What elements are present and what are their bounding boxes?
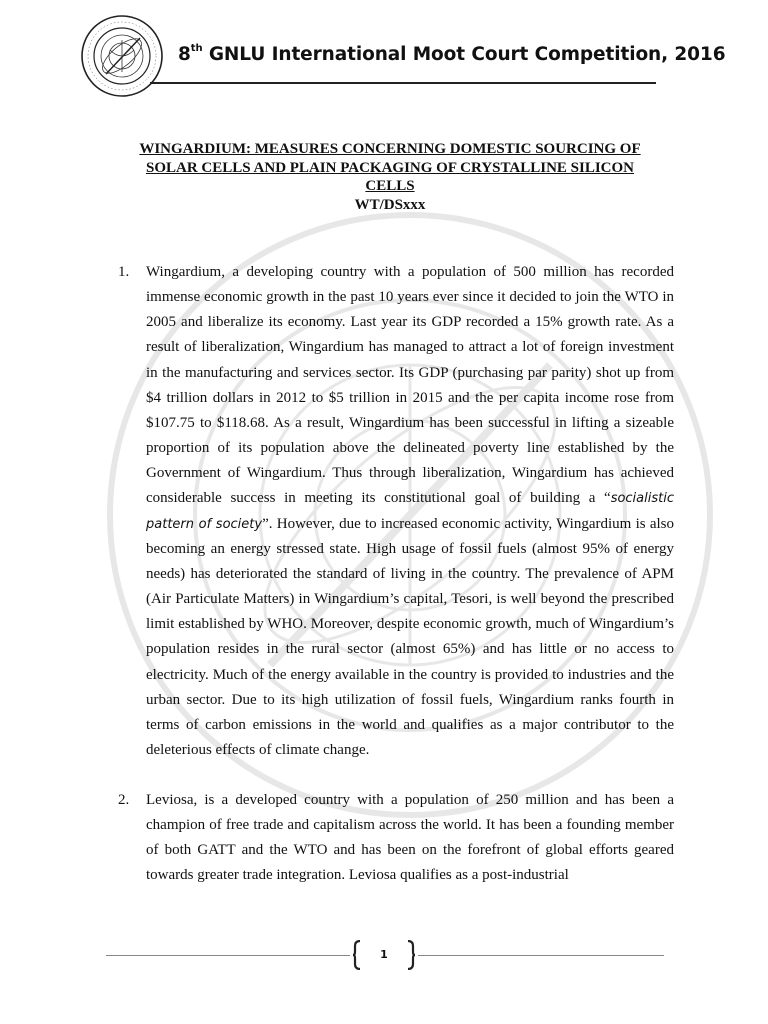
case-docket-number: WT/DSxxx [354,196,426,213]
page-number: 1 [380,948,388,961]
page-header [0,0,768,90]
title-ordinal: 8 [178,44,191,65]
case-title-line-3: CELLS [365,178,415,195]
paragraph-number: 2. [118,792,130,808]
case-title-block [110,140,670,214]
title-rest: GNLU International Moot Court Competition, 2016 [202,44,726,65]
paragraph-number: 1. [118,264,130,280]
paragraph-text-part: ”. However, due to increased economic activity, Wingardium is also becoming an energy stressed state. High usage of fossil fuels (almost 95% of energy needs) has deteriorated the standard of living in the country. The prevalence of APM (Air Particulate Matters) in Wingardium’s capital, Tesori, is well beyond the prescribed limit established by WHO. Moreover, despite economic growth, much of Wingardium’s population resides in the rural sector (almost 65%) and has little or no access to electricity. Much of the energy available in the country is provided to industries and the urban sector. Due to its high utilization of fossil fuels, Wingardium ranks fourth in terms of carbon emissions in the world and qualifies as a major contributor to the deleterious effects of climate change. [146,515,674,758]
paragraph-text: Leviosa, is a developed country with a population of 250 million and has been a champion of free trade and capitalism across the world. It has been a founding member of both GATT and the WTO and has been on the forefront of global efforts geared towards greater trade integration. Leviosa qualifies as a post-industrial [146,792,674,884]
footer-right-rule [418,955,664,956]
title-ordinal-suffix: th [190,42,203,54]
header-divider [150,82,656,84]
case-title-line-2: SOLAR CELLS AND PLAIN PACKAGING OF CRYSTALLINE SILICON [145,159,635,176]
case-title-line-1: WINGARDIUM: MEASURES CONCERNING DOMESTIC SOURCING OF [139,141,641,157]
right-brace-icon [407,940,415,970]
university-seal-logo [80,14,164,98]
paragraph-text-part: Wingardium, a developing country with a population of 500 million has recorded immense economic growth in the past 10 years ever since it decided to join the WTO in 2005 and liberalize its economy. Last year its GDP recorded a 15% growth rate. As a result of liberalization, Wingardium has managed to attract a lot of foreign investment in the manufacturing and services sector. Its GDP (purchasing par parity) shot up from $4 trillion dollars in 2012 to $5 trillion in 2015 and the per capita income rose from $107.75 to $118.68. As a result, Wingardium has been successful in lifting a sizeable proportion of its population above the delineated poverty line established by the Government of Wingardium. Thus through liberalization, Wingardium has achieved considerable success in meeting its constitutional goal of building a “ [146,264,674,507]
paragraph-text [146,260,674,763]
competition-title [178,44,725,65]
footer-left-rule [106,955,350,956]
italic-quote: socialistic pattern of society [146,491,674,532]
